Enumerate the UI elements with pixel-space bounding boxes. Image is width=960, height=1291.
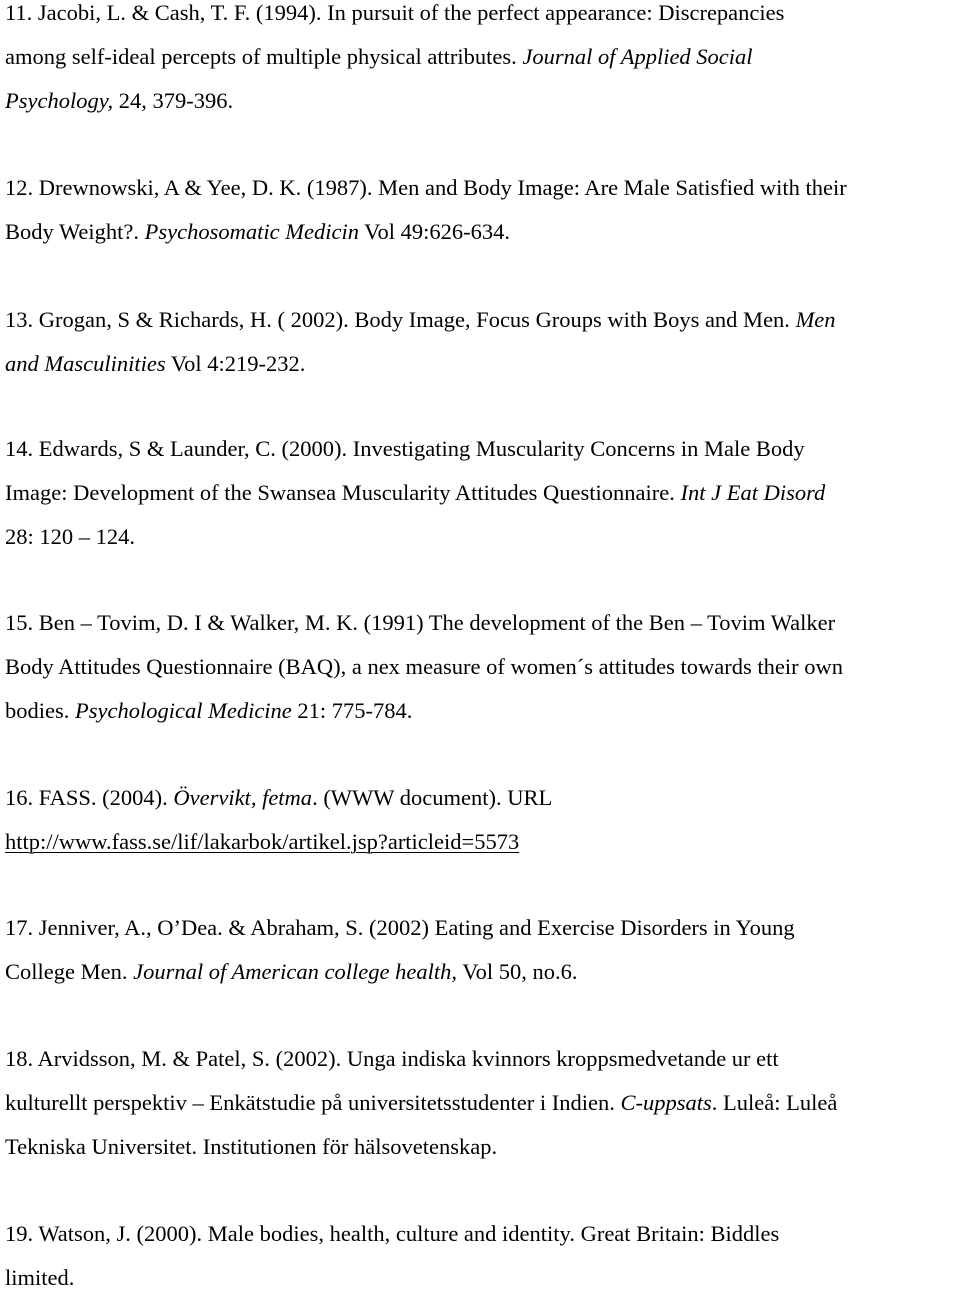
reference-line	[5, 436, 805, 462]
reference-text: 16. FASS. (2004).	[5, 785, 174, 810]
reference-text: 24, 379-396.	[113, 88, 234, 113]
reference-line	[5, 1046, 779, 1072]
reference-text: Vol 4:219-232.	[165, 351, 306, 376]
reference-text: 19. Watson, J. (2000). Male bodies, health, culture and identity. Great Britain: Biddles	[5, 1221, 780, 1246]
reference-text: Vol 49:626-634.	[358, 219, 511, 244]
italic-text: Övervikt, fetma	[173, 785, 313, 810]
reference-line	[5, 480, 825, 506]
reference-line	[5, 829, 519, 855]
reference-text: 15. Ben – Tovim, D. I & Walker, M. K. (1991) The development of the Ben – Tovim Walker	[5, 610, 836, 635]
reference-line	[5, 44, 753, 70]
italic-text: Psychology,	[5, 88, 114, 113]
reference-text: 14. Edwards, S & Launder, C. (2000). Investigating Muscularity Concerns in Male Body	[5, 436, 805, 461]
italic-text: Psychosomatic Medicin	[144, 219, 359, 244]
reference-text: 21: 775-784.	[291, 698, 413, 723]
reference-line	[5, 0, 784, 26]
reference-line	[5, 915, 795, 941]
reference-line	[5, 1265, 74, 1291]
italic-text: and Masculinities	[5, 351, 166, 376]
reference-text: Body Weight?.	[5, 219, 145, 244]
italic-text: C-uppsats	[620, 1090, 712, 1115]
reference-line	[5, 307, 836, 333]
italic-text: Int J Eat Disord	[680, 480, 826, 505]
reference-line	[5, 351, 305, 377]
reference-text: 12. Drewnowski, A & Yee, D. K. (1987). Men and Body Image: Are Male Satisfied with their	[5, 175, 847, 200]
reference-line	[5, 1090, 837, 1116]
reference-text: 28: 120 – 124.	[5, 524, 136, 549]
reference-url-link[interactable]: http://www.fass.se/lif/lakarbok/artikel.jsp?articleid=5573	[5, 829, 520, 854]
reference-text: Tekniska Universitet. Institutionen för hälsovetenskap.	[5, 1134, 498, 1159]
reference-line	[5, 524, 135, 550]
reference-line	[5, 785, 552, 811]
reference-text: Image: Development of the Swansea Muscularity Attitudes Questionnaire.	[5, 480, 681, 505]
reference-text: Body Attitudes Questionnaire (BAQ), a nex measure of women´s attitudes towards their own	[5, 654, 843, 679]
italic-text: Journal of American college health,	[133, 959, 457, 984]
reference-text: Vol 50, no.6.	[457, 959, 578, 984]
reference-text: . Luleå: Luleå	[711, 1090, 838, 1115]
italic-text: Men	[795, 307, 836, 332]
reference-text: kulturellt perspektiv – Enkätstudie på universitetsstudenter i Indien.	[5, 1090, 621, 1115]
reference-text: 11. Jacobi, L. & Cash, T. F. (1994). In pursuit of the perfect appearance: Discrepancies	[5, 0, 785, 25]
reference-line	[5, 219, 510, 245]
reference-line	[5, 1221, 779, 1247]
reference-text: bodies.	[5, 698, 75, 723]
reference-text: among self-ideal percepts of multiple physical attributes.	[5, 44, 523, 69]
reference-text: 17. Jenniver, A., O’Dea. & Abraham, S. (2002) Eating and Exercise Disorders in Young	[5, 915, 795, 940]
reference-line	[5, 959, 577, 985]
reference-line	[5, 88, 233, 114]
reference-line	[5, 1134, 497, 1160]
reference-text: 18. Arvidsson, M. & Patel, S. (2002). Unga indiska kvinnors kroppsmedvetande ur ett	[5, 1046, 779, 1071]
reference-line	[5, 610, 835, 636]
reference-line	[5, 175, 847, 201]
reference-text: College Men.	[5, 959, 134, 984]
reference-text: 13. Grogan, S & Richards, H. ( 2002). Body Image, Focus Groups with Boys and Men.	[5, 307, 796, 332]
reference-line	[5, 654, 843, 680]
reference-text: . (WWW document). URL	[312, 785, 553, 810]
reference-line	[5, 698, 412, 724]
italic-text: Psychological Medicine	[75, 698, 292, 723]
italic-text: Journal of Applied Social	[522, 44, 753, 69]
reference-text: limited.	[5, 1265, 75, 1290]
